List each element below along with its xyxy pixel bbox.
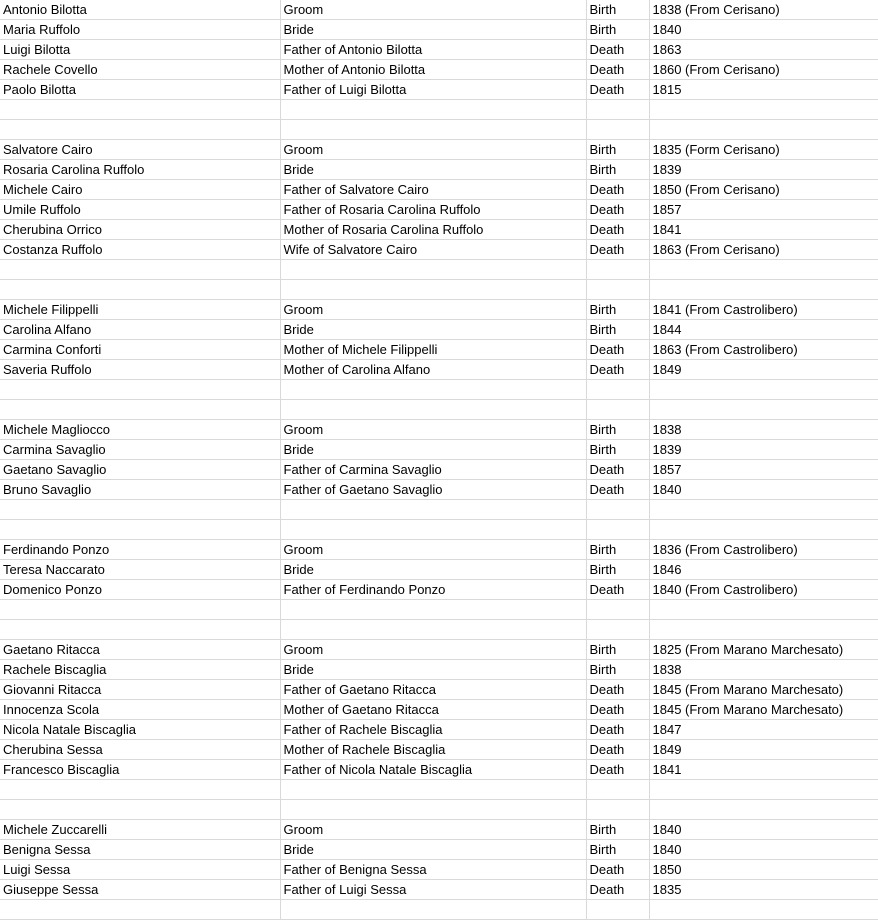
year-cell[interactable]: 1836 (From Castrolibero) <box>649 540 878 560</box>
table-row <box>0 680 878 700</box>
table-row <box>0 600 878 620</box>
relation-cell[interactable]: Mother of Michele Filippelli <box>280 340 586 360</box>
event-cell[interactable]: Death <box>586 720 649 740</box>
year-cell[interactable]: 1840 <box>649 480 878 500</box>
event-cell[interactable] <box>586 120 649 140</box>
table-row <box>0 860 878 880</box>
year-cell[interactable]: 1838 <box>649 420 878 440</box>
table-row <box>0 720 878 740</box>
relation-cell[interactable]: Father of Carmina Savaglio <box>280 460 586 480</box>
event-cell[interactable]: Birth <box>586 840 649 860</box>
name-cell[interactable]: Domenico Ponzo <box>0 580 280 600</box>
relation-cell[interactable] <box>280 120 586 140</box>
relation-cell[interactable]: Bride <box>280 660 586 680</box>
relation-cell[interactable] <box>280 400 586 420</box>
event-cell[interactable]: Death <box>586 80 649 100</box>
year-cell[interactable]: 1857 <box>649 460 878 480</box>
table-row <box>0 120 878 140</box>
relation-cell[interactable]: Mother of Carolina Alfano <box>280 360 586 380</box>
year-cell[interactable] <box>649 100 878 120</box>
table-row <box>0 660 878 680</box>
table-row <box>0 320 878 340</box>
event-cell[interactable]: Death <box>586 880 649 900</box>
year-cell[interactable]: 1847 <box>649 720 878 740</box>
name-cell[interactable]: Cherubina Orrico <box>0 220 280 240</box>
year-cell[interactable]: 1849 <box>649 740 878 760</box>
year-cell[interactable]: 1860 (From Cerisano) <box>649 60 878 80</box>
relation-cell[interactable]: Mother of Gaetano Ritacca <box>280 700 586 720</box>
event-cell[interactable]: Birth <box>586 0 649 20</box>
relation-cell[interactable] <box>280 380 586 400</box>
relation-cell[interactable] <box>280 520 586 540</box>
name-cell[interactable] <box>0 900 280 920</box>
relation-cell[interactable] <box>280 260 586 280</box>
relation-cell[interactable]: Father of Luigi Sessa <box>280 880 586 900</box>
event-cell[interactable]: Birth <box>586 300 649 320</box>
year-cell[interactable]: 1835 <box>649 880 878 900</box>
name-cell[interactable]: Rachele Covello <box>0 60 280 80</box>
table-row <box>0 380 878 400</box>
relation-cell[interactable]: Father of Ferdinando Ponzo <box>280 580 586 600</box>
name-cell[interactable] <box>0 380 280 400</box>
year-cell[interactable]: 1857 <box>649 200 878 220</box>
year-cell[interactable]: 1845 (From Marano Marchesato) <box>649 680 878 700</box>
year-cell[interactable]: 1841 (From Castrolibero) <box>649 300 878 320</box>
relation-cell[interactable] <box>280 280 586 300</box>
table-row <box>0 820 878 840</box>
event-cell[interactable] <box>586 520 649 540</box>
year-cell[interactable]: 1840 <box>649 20 878 40</box>
year-cell[interactable] <box>649 520 878 540</box>
name-cell[interactable] <box>0 400 280 420</box>
table-row <box>0 520 878 540</box>
table-row <box>0 800 878 820</box>
event-cell[interactable] <box>586 900 649 920</box>
event-cell[interactable]: Birth <box>586 160 649 180</box>
name-cell[interactable]: Giovanni Ritacca <box>0 680 280 700</box>
name-cell[interactable]: Costanza Ruffolo <box>0 240 280 260</box>
name-cell[interactable]: Carmina Conforti <box>0 340 280 360</box>
relation-cell[interactable]: Father of Gaetano Savaglio <box>280 480 586 500</box>
year-cell[interactable] <box>649 800 878 820</box>
relation-cell[interactable]: Bride <box>280 320 586 340</box>
year-cell[interactable]: 1846 <box>649 560 878 580</box>
relation-cell[interactable]: Father of Benigna Sessa <box>280 860 586 880</box>
relation-cell[interactable] <box>280 500 586 520</box>
relation-cell[interactable]: Bride <box>280 440 586 460</box>
table-row <box>0 240 878 260</box>
table-row <box>0 100 878 120</box>
year-cell[interactable]: 1838 (From Cerisano) <box>649 0 878 20</box>
event-cell[interactable]: Death <box>586 700 649 720</box>
table-row <box>0 220 878 240</box>
name-cell[interactable]: Michele Zuccarelli <box>0 820 280 840</box>
table-row <box>0 540 878 560</box>
table-row <box>0 280 878 300</box>
event-cell[interactable]: Birth <box>586 320 649 340</box>
name-cell[interactable] <box>0 600 280 620</box>
relation-cell[interactable]: Groom <box>280 0 586 20</box>
name-cell[interactable]: Ferdinando Ponzo <box>0 540 280 560</box>
name-cell[interactable]: Salvatore Cairo <box>0 140 280 160</box>
year-cell[interactable]: 1840 <box>649 840 878 860</box>
event-cell[interactable] <box>586 500 649 520</box>
year-cell[interactable]: 1825 (From Marano Marchesato) <box>649 640 878 660</box>
table-row <box>0 760 878 780</box>
name-cell[interactable]: Maria Ruffolo <box>0 20 280 40</box>
table-row <box>0 480 878 500</box>
table-row <box>0 840 878 860</box>
name-cell[interactable]: Teresa Naccarato <box>0 560 280 580</box>
relation-cell[interactable]: Groom <box>280 140 586 160</box>
name-cell[interactable] <box>0 520 280 540</box>
relation-cell[interactable]: Wife of Salvatore Cairo <box>280 240 586 260</box>
table-row <box>0 40 878 60</box>
name-cell[interactable]: Saveria Ruffolo <box>0 360 280 380</box>
name-cell[interactable]: Carmina Savaglio <box>0 440 280 460</box>
year-cell[interactable]: 1839 <box>649 440 878 460</box>
year-cell[interactable]: 1844 <box>649 320 878 340</box>
name-cell[interactable]: Michele Magliocco <box>0 420 280 440</box>
relation-cell[interactable] <box>280 780 586 800</box>
event-cell[interactable]: Death <box>586 240 649 260</box>
year-cell[interactable]: 1849 <box>649 360 878 380</box>
table-row <box>0 780 878 800</box>
name-cell[interactable] <box>0 500 280 520</box>
relation-cell[interactable]: Mother of Antonio Bilotta <box>280 60 586 80</box>
table-row <box>0 60 878 80</box>
year-cell[interactable] <box>649 380 878 400</box>
year-cell[interactable] <box>649 260 878 280</box>
event-cell[interactable]: Birth <box>586 820 649 840</box>
relation-cell[interactable]: Bride <box>280 840 586 860</box>
event-cell[interactable] <box>586 620 649 640</box>
year-cell[interactable]: 1863 (From Cerisano) <box>649 240 878 260</box>
event-cell[interactable]: Death <box>586 480 649 500</box>
name-cell[interactable]: Paolo Bilotta <box>0 80 280 100</box>
relation-cell[interactable]: Mother of Rosaria Carolina Ruffolo <box>280 220 586 240</box>
name-cell[interactable]: Luigi Bilotta <box>0 40 280 60</box>
name-cell[interactable]: Gaetano Savaglio <box>0 460 280 480</box>
name-cell[interactable]: Luigi Sessa <box>0 860 280 880</box>
event-cell[interactable]: Death <box>586 60 649 80</box>
relation-cell[interactable]: Bride <box>280 160 586 180</box>
year-cell[interactable]: 1815 <box>649 80 878 100</box>
table-row <box>0 160 878 180</box>
event-cell[interactable]: Death <box>586 460 649 480</box>
relation-cell[interactable]: Father of Rosaria Carolina Ruffolo <box>280 200 586 220</box>
year-cell[interactable] <box>649 500 878 520</box>
year-cell[interactable]: 1839 <box>649 160 878 180</box>
event-cell[interactable] <box>586 600 649 620</box>
year-cell[interactable]: 1841 <box>649 220 878 240</box>
table-row <box>0 260 878 280</box>
table-row <box>0 580 878 600</box>
year-cell[interactable] <box>649 620 878 640</box>
event-cell[interactable]: Birth <box>586 660 649 680</box>
year-cell[interactable]: 1840 (From Castrolibero) <box>649 580 878 600</box>
year-cell[interactable] <box>649 600 878 620</box>
event-cell[interactable]: Birth <box>586 640 649 660</box>
event-cell[interactable]: Death <box>586 360 649 380</box>
name-cell[interactable] <box>0 620 280 640</box>
name-cell[interactable]: Gaetano Ritacca <box>0 640 280 660</box>
name-cell[interactable] <box>0 120 280 140</box>
relation-cell[interactable]: Bride <box>280 20 586 40</box>
event-cell[interactable]: Death <box>586 200 649 220</box>
event-cell[interactable]: Birth <box>586 420 649 440</box>
event-cell[interactable] <box>586 780 649 800</box>
table-row <box>0 180 878 200</box>
year-cell[interactable] <box>649 780 878 800</box>
name-cell[interactable]: Bruno Savaglio <box>0 480 280 500</box>
table-row <box>0 0 878 20</box>
relation-cell[interactable] <box>280 620 586 640</box>
year-cell[interactable]: 1840 <box>649 820 878 840</box>
year-cell[interactable] <box>649 280 878 300</box>
table-row <box>0 880 878 900</box>
table-row <box>0 640 878 660</box>
name-cell[interactable]: Benigna Sessa <box>0 840 280 860</box>
year-cell[interactable] <box>649 900 878 920</box>
relation-cell[interactable] <box>280 100 586 120</box>
name-cell[interactable]: Rosaria Carolina Ruffolo <box>0 160 280 180</box>
name-cell[interactable]: Francesco Biscaglia <box>0 760 280 780</box>
relation-cell[interactable]: Groom <box>280 540 586 560</box>
year-cell[interactable]: 1845 (From Marano Marchesato) <box>649 700 878 720</box>
relation-cell[interactable] <box>280 800 586 820</box>
table-row <box>0 460 878 480</box>
table-row <box>0 700 878 720</box>
year-cell[interactable]: 1841 <box>649 760 878 780</box>
event-cell[interactable]: Death <box>586 860 649 880</box>
name-cell[interactable]: Michele Cairo <box>0 180 280 200</box>
table-row <box>0 80 878 100</box>
table-row <box>0 900 878 920</box>
name-cell[interactable]: Nicola Natale Biscaglia <box>0 720 280 740</box>
year-cell[interactable]: 1863 (From Castrolibero) <box>649 340 878 360</box>
relation-cell[interactable]: Father of Nicola Natale Biscaglia <box>280 760 586 780</box>
table-row <box>0 740 878 760</box>
event-cell[interactable] <box>586 280 649 300</box>
name-cell[interactable]: Umile Ruffolo <box>0 200 280 220</box>
table-row <box>0 200 878 220</box>
name-cell[interactable] <box>0 780 280 800</box>
name-cell[interactable] <box>0 100 280 120</box>
name-cell[interactable]: Rachele Biscaglia <box>0 660 280 680</box>
name-cell[interactable] <box>0 280 280 300</box>
relation-cell[interactable]: Groom <box>280 640 586 660</box>
name-cell[interactable] <box>0 800 280 820</box>
relation-cell[interactable]: Bride <box>280 560 586 580</box>
year-cell[interactable]: 1863 <box>649 40 878 60</box>
relation-cell[interactable] <box>280 900 586 920</box>
name-cell[interactable]: Carolina Alfano <box>0 320 280 340</box>
year-cell[interactable]: 1838 <box>649 660 878 680</box>
event-cell[interactable]: Death <box>586 740 649 760</box>
table-row <box>0 440 878 460</box>
name-cell[interactable]: Cherubina Sessa <box>0 740 280 760</box>
table-row <box>0 500 878 520</box>
event-cell[interactable] <box>586 100 649 120</box>
name-cell[interactable]: Antonio Bilotta <box>0 0 280 20</box>
event-cell[interactable]: Death <box>586 180 649 200</box>
event-cell[interactable]: Death <box>586 680 649 700</box>
year-cell[interactable]: 1850 (From Cerisano) <box>649 180 878 200</box>
event-cell[interactable]: Death <box>586 340 649 360</box>
event-cell[interactable]: Birth <box>586 20 649 40</box>
event-cell[interactable]: Death <box>586 220 649 240</box>
relation-cell[interactable]: Father of Rachele Biscaglia <box>280 720 586 740</box>
table-row <box>0 300 878 320</box>
relation-cell[interactable]: Groom <box>280 820 586 840</box>
relation-cell[interactable]: Father of Antonio Bilotta <box>280 40 586 60</box>
name-cell[interactable]: Innocenza Scola <box>0 700 280 720</box>
event-cell[interactable]: Death <box>586 760 649 780</box>
year-cell[interactable]: 1850 <box>649 860 878 880</box>
name-cell[interactable]: Giuseppe Sessa <box>0 880 280 900</box>
table-row <box>0 360 878 380</box>
event-cell[interactable]: Birth <box>586 440 649 460</box>
event-cell[interactable]: Birth <box>586 560 649 580</box>
event-cell[interactable]: Death <box>586 580 649 600</box>
table-row <box>0 20 878 40</box>
table-row <box>0 400 878 420</box>
event-cell[interactable] <box>586 400 649 420</box>
event-cell[interactable]: Birth <box>586 540 649 560</box>
relation-cell[interactable]: Groom <box>280 420 586 440</box>
table-row <box>0 620 878 640</box>
relation-cell[interactable]: Father of Salvatore Cairo <box>280 180 586 200</box>
table-row <box>0 140 878 160</box>
name-cell[interactable]: Michele Filippelli <box>0 300 280 320</box>
relation-cell[interactable]: Father of Gaetano Ritacca <box>280 680 586 700</box>
event-cell[interactable] <box>586 380 649 400</box>
table-row <box>0 420 878 440</box>
year-cell[interactable] <box>649 400 878 420</box>
table-row <box>0 560 878 580</box>
event-cell[interactable]: Birth <box>586 140 649 160</box>
name-cell[interactable] <box>0 260 280 280</box>
event-cell[interactable]: Death <box>586 40 649 60</box>
year-cell[interactable] <box>649 120 878 140</box>
relation-cell[interactable]: Groom <box>280 300 586 320</box>
relation-cell[interactable]: Father of Luigi Bilotta <box>280 80 586 100</box>
year-cell[interactable]: 1835 (Form Cerisano) <box>649 140 878 160</box>
relation-cell[interactable] <box>280 600 586 620</box>
table-row <box>0 340 878 360</box>
event-cell[interactable] <box>586 800 649 820</box>
event-cell[interactable] <box>586 260 649 280</box>
relation-cell[interactable]: Mother of Rachele Biscaglia <box>280 740 586 760</box>
